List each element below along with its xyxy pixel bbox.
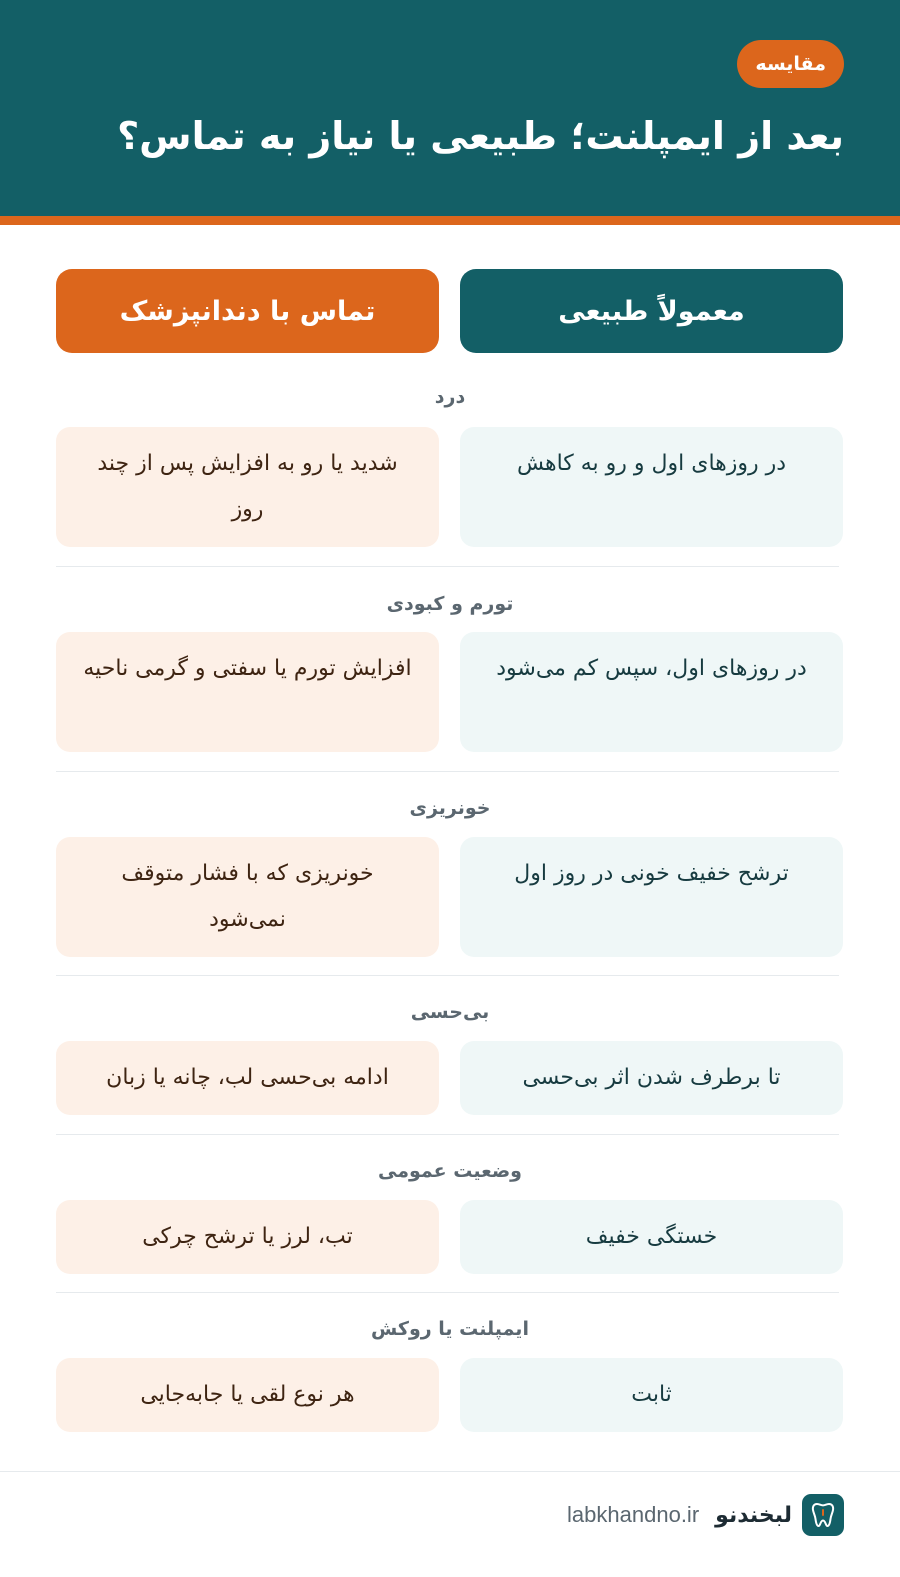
contact-cell: خونریزی که با فشار متوقف نمی‌شود bbox=[56, 837, 439, 957]
row-divider bbox=[56, 1134, 839, 1135]
row-label: ایمپلنت یا روکش bbox=[371, 1318, 529, 1340]
row-divider bbox=[56, 1292, 839, 1293]
row-label: وضعیت عمومی bbox=[378, 1160, 522, 1182]
page-title: بعد از ایمپلنت؛ طبیعی یا نیاز به تماس؟ bbox=[117, 114, 844, 158]
category-badge: مقایسه bbox=[737, 40, 844, 88]
contact-cell: ادامه بی‌حسی لب، چانه یا زبان bbox=[56, 1041, 439, 1115]
contact-cell: افزایش تورم یا سفتی و گرمی ناحیه bbox=[56, 632, 439, 752]
normal-cell: در روزهای اول و رو به کاهش bbox=[460, 427, 843, 547]
tooth-icon bbox=[802, 1494, 844, 1536]
contact-cell: شدید یا رو به افزایش پس از چند روز bbox=[56, 427, 439, 547]
row-label: تورم و کبودی bbox=[386, 593, 514, 615]
row-divider bbox=[56, 975, 839, 976]
header-accent-bar bbox=[0, 216, 900, 225]
contact-cell: هر نوع لقی یا جابه‌جایی bbox=[56, 1358, 439, 1432]
normal-cell: تا برطرف شدن اثر بی‌حسی bbox=[460, 1041, 843, 1115]
row-divider bbox=[56, 771, 839, 772]
normal-cell: ثابت bbox=[460, 1358, 843, 1432]
row-label: خونریزی bbox=[409, 797, 491, 819]
brand-name: لبخندنو bbox=[715, 1502, 792, 1528]
contact-cell: تب، لرز یا ترشح چرکی bbox=[56, 1200, 439, 1274]
row-divider bbox=[56, 566, 839, 567]
normal-cell: در روزهای اول، سپس کم می‌شود bbox=[460, 632, 843, 752]
normal-cell: ترشح خفیف خونی در روز اول bbox=[460, 837, 843, 957]
column-header-normal: معمولاً طبیعی bbox=[460, 269, 843, 353]
row-label: بی‌حسی bbox=[410, 1001, 490, 1023]
normal-cell: خستگی خفیف bbox=[460, 1200, 843, 1274]
brand-website[interactable]: labkhandno.ir bbox=[567, 1502, 700, 1527]
footer-brand bbox=[567, 1494, 844, 1536]
column-header-contact: تماس با دندانپزشک bbox=[56, 269, 439, 353]
footer-divider bbox=[0, 1471, 900, 1472]
row-label: درد bbox=[434, 386, 466, 408]
